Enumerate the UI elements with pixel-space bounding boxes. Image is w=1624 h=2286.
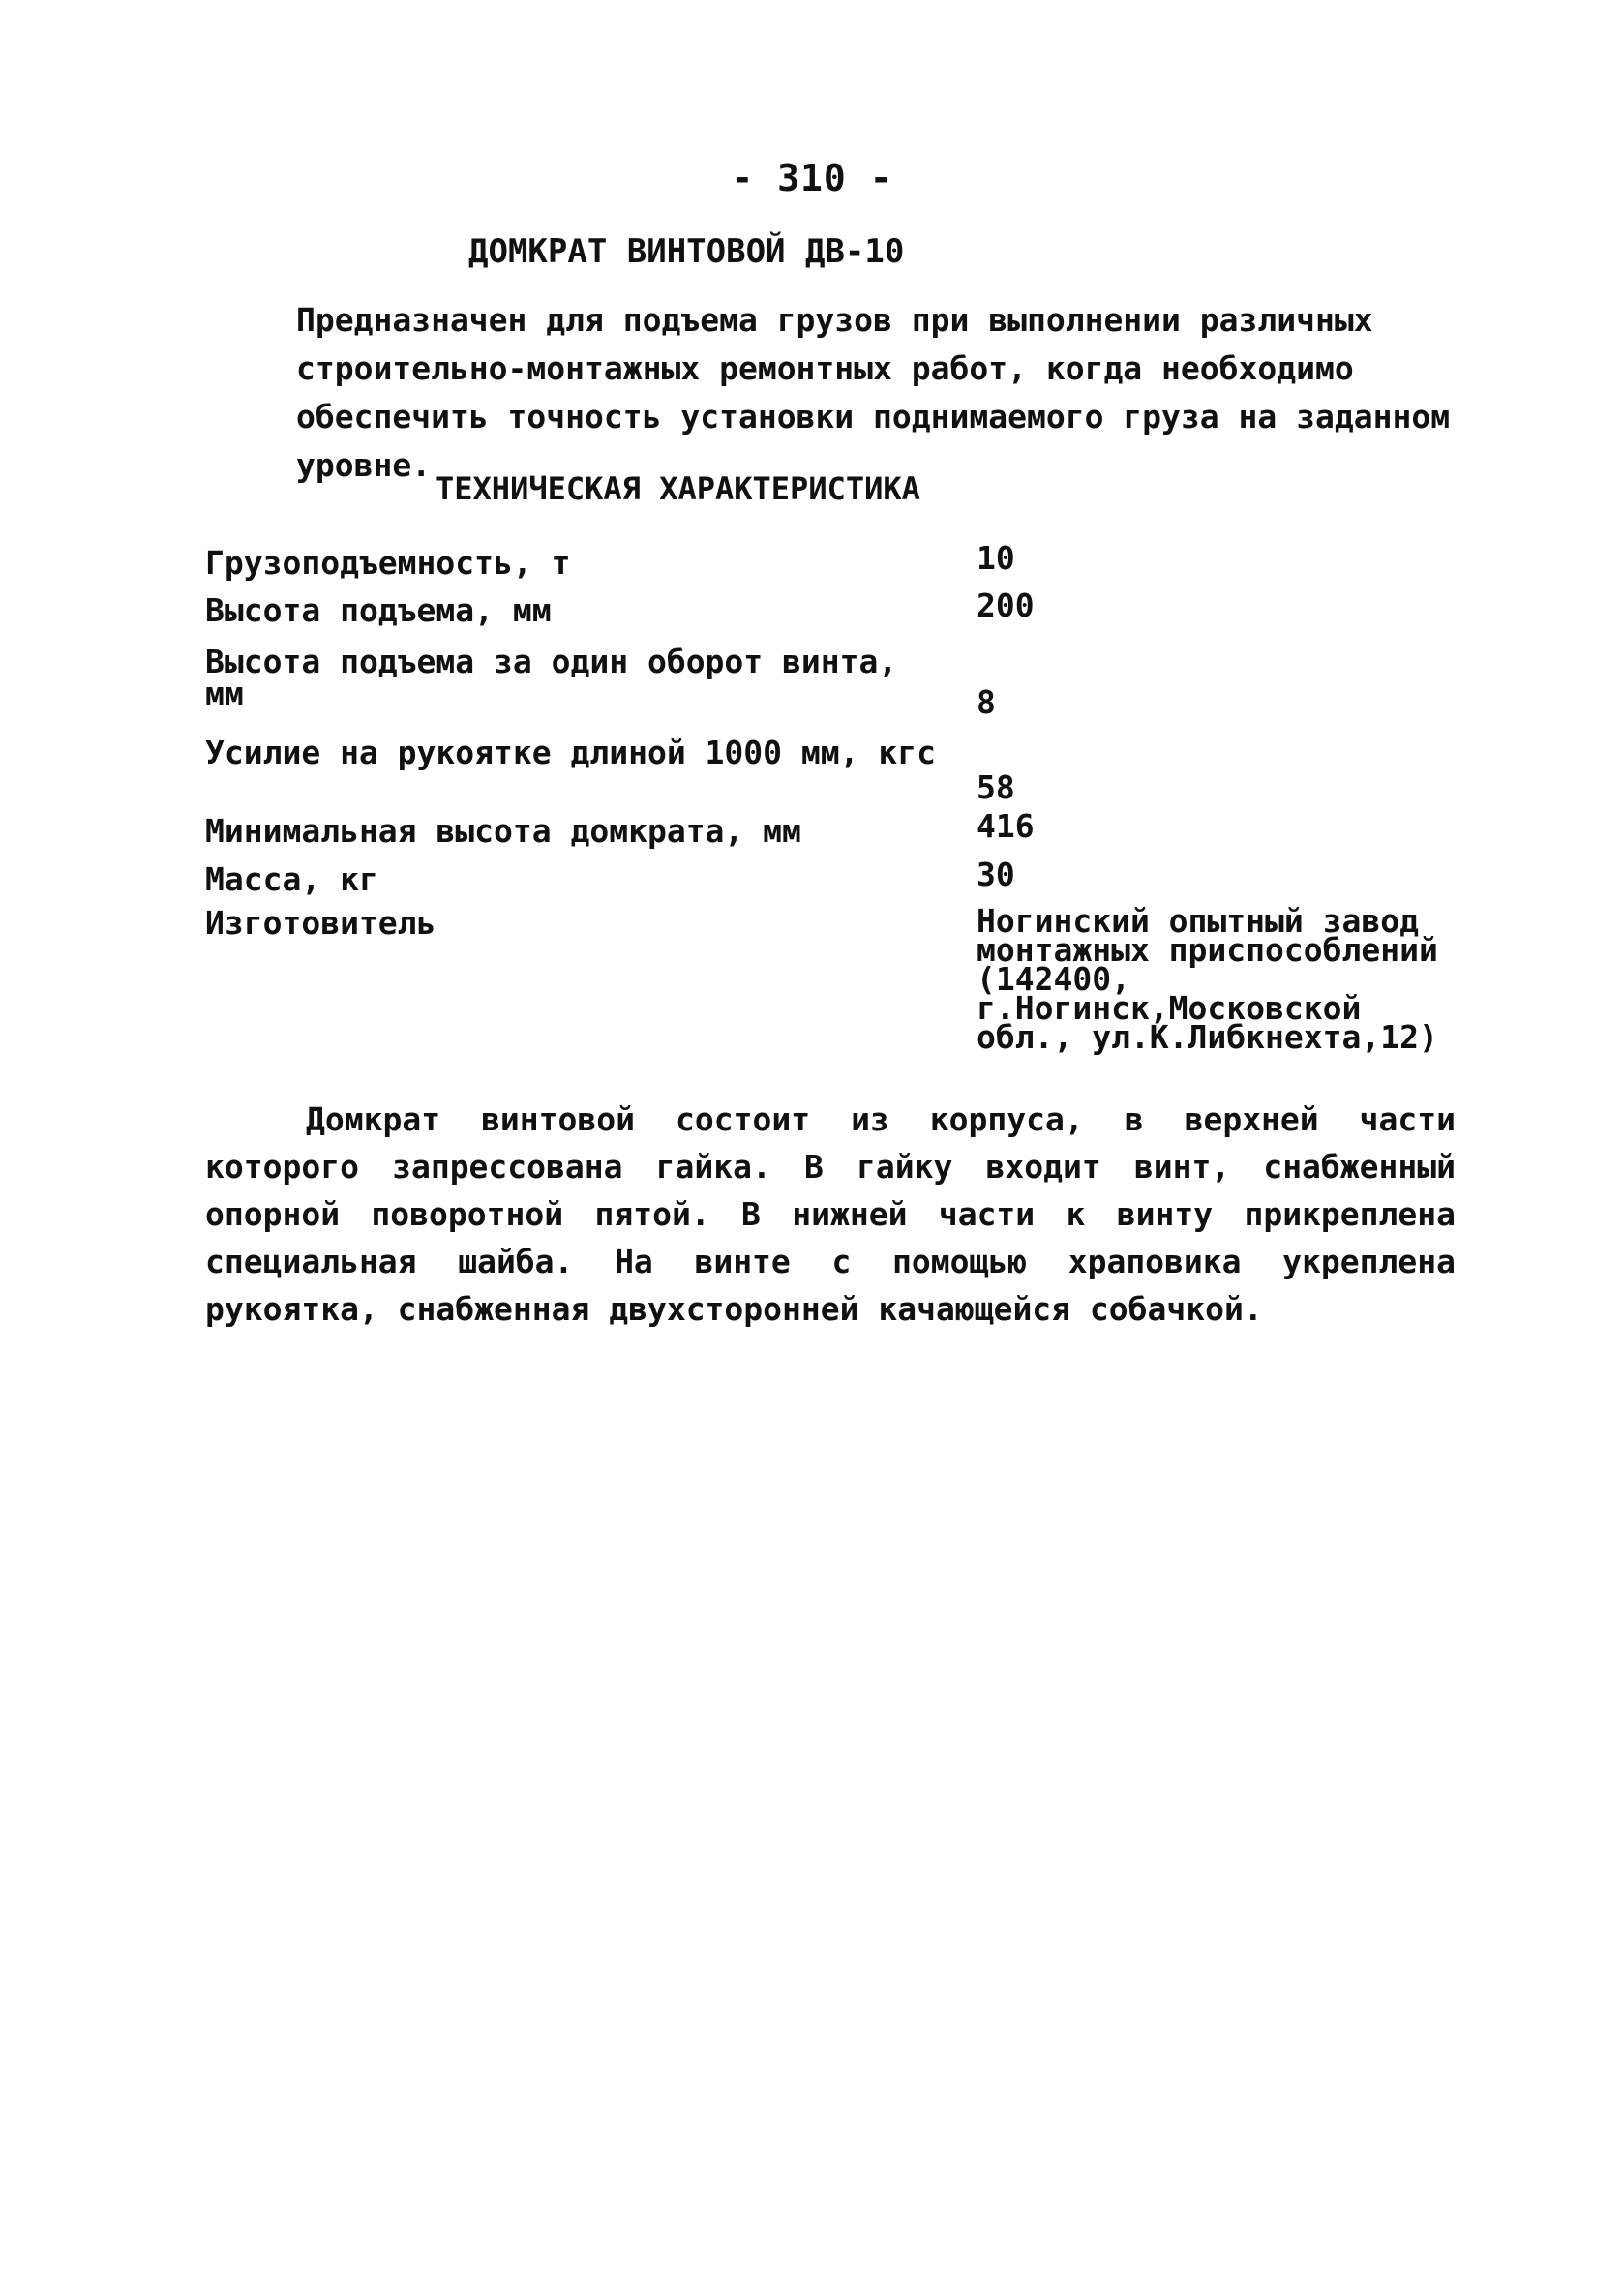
spec-value: 10 [977,539,1015,577]
spec-label: Масса, кг [205,860,378,898]
spec-row-manufacturer [205,902,1463,1071]
page-title: ДОМКРАТ ВИНТОВОЙ ДВ-10 [468,232,905,271]
spec-label: Усилие на рукоятке длиной 1000 мм, кгс [205,734,936,771]
spec-value: 30 [977,856,1015,893]
spec-label: Минимальная высота домкрата, мм [205,812,801,850]
spec-row-lift-height [205,589,1463,640]
page-number: - 310 - [731,157,893,199]
intro-text: Предназначен для подъема грузов при выполнении различных строительно-монтажных ремонтных работ, когда необходимо обеспечить точность установки поднимаемого груза на заданном уровне. [296,301,1451,484]
spec-value-manufacturer: Ногинский опытный завод монтажных приспособлений (142400, г.Ногинск,Московской обл., ул.К.Либкнехта,12) [977,902,1438,1056]
spec-label: Высота подъема за один оборот винта, мм [205,643,898,712]
spec-row-lift-per-turn [205,643,1463,725]
specs-table [205,539,1463,1071]
spec-label: Грузоподъемность, т [205,544,571,582]
spec-row-capacity [205,539,1463,589]
spec-row-min-height [205,807,1463,858]
spec-label: Высота подъема, мм [205,591,552,629]
specs-heading: ТЕХНИЧЕСКАЯ ХАРАКТЕРИСТИКА [436,470,920,507]
spec-row-mass [205,858,1463,907]
spec-row-handle-force [205,731,1463,810]
spec-value: 58 [977,768,1015,806]
spec-value: 200 [977,587,1035,624]
spec-value: 416 [977,807,1035,845]
spec-label: Изготовитель [205,904,436,942]
intro-paragraph [205,296,1454,490]
description-paragraph [205,1096,1456,1333]
description-text: Домкрат винтовой состоит из корпуса, в верхней части которого запрессована гайка. В гайку входит винт, снабженный опорной поворотной пятой. В нижней части к винту прикреплена специальная шайба. На винте с помощью храповика укреплена рукоятка, снабженная двухсторонней качающейся собачкой. [205,1100,1456,1328]
spec-value: 8 [977,683,996,721]
